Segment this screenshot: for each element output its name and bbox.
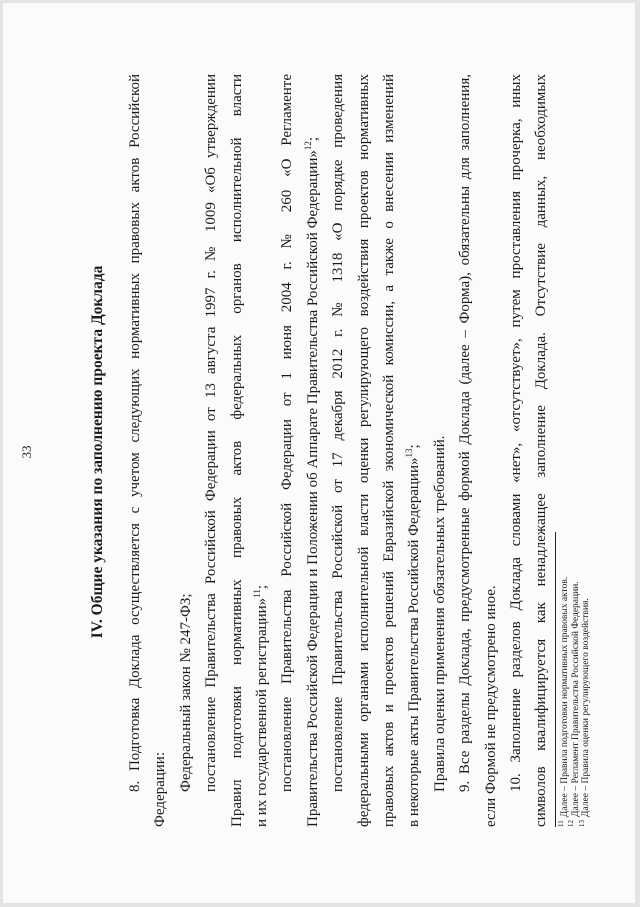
line-text: 10. Заполнение разделов Доклада словами «нет», «отсутствует», путем проставления прочерка, иных bbox=[508, 74, 524, 792]
text-line bbox=[330, 74, 347, 792]
footnote-number: 13 bbox=[577, 820, 586, 827]
text-line bbox=[381, 74, 398, 827]
line-text: постановление Правительства Российской от 17 декабря 2012 г. № 1318 «О порядке проведения bbox=[330, 74, 347, 792]
line-text: Правил подготовки нормативных правовых актов федеральных органов исполнительной власти bbox=[228, 74, 245, 827]
line-tail: ; bbox=[304, 136, 321, 142]
footnote-number: 11 bbox=[556, 820, 565, 827]
line-text: Правительства Российской Федерации и Положении об Аппарате Правительства Российской Федерации» bbox=[304, 150, 321, 827]
footnote-ref: 13 bbox=[404, 448, 415, 458]
footnote-separator bbox=[555, 532, 556, 827]
text-line bbox=[356, 74, 373, 827]
section-heading: IV. Общие указания по заполнению проекта Доклада bbox=[89, 265, 106, 639]
text-line bbox=[432, 74, 449, 792]
line-text: 9. Все разделы Доклада, предусмотренные формой Доклада (далее – Форма), обязательны для заполнения, bbox=[457, 74, 474, 792]
text-line bbox=[254, 74, 271, 827]
line-tail: ; bbox=[406, 444, 423, 449]
text-line bbox=[229, 74, 246, 827]
line-text: Федерации: bbox=[152, 751, 169, 827]
line-text: Федеральный закон № 247-ФЗ; bbox=[177, 593, 194, 792]
text-line bbox=[127, 74, 144, 792]
footnote-number: 12 bbox=[567, 820, 576, 827]
line-text: постановление Правительства Российской Федерации от 13 августа 1997 г. № 1009 «Об утверждении bbox=[203, 74, 220, 792]
line-text: 8. Подготовка Доклада осуществляется с учетом следующих нормативных правовых актов Российской bbox=[127, 74, 143, 792]
footnote-ref: 12 bbox=[302, 141, 313, 151]
line-text: Правила оценки применения обязательных требований. bbox=[431, 435, 448, 792]
text-line bbox=[508, 74, 525, 792]
line-text: и их государственной регистрации» bbox=[254, 597, 270, 827]
line-text: постановление Правительства Российской Федерации от 1 июня 2004 г. № 260 «О Регламенте bbox=[279, 74, 296, 792]
line-text: если Формой не предусмотрено иное. bbox=[482, 585, 499, 827]
line-text: символов квалифицируется как ненадлежащее заполнение Доклада. Отсутствие данных, необходимых bbox=[533, 74, 550, 827]
text-line bbox=[302, 74, 322, 827]
rotated-content bbox=[3, 3, 635, 903]
text-line bbox=[152, 74, 169, 827]
footnote bbox=[577, 598, 591, 827]
text-line bbox=[533, 74, 550, 827]
footnote bbox=[556, 576, 570, 827]
document-page bbox=[3, 3, 635, 903]
text-line bbox=[457, 74, 474, 792]
footnote-text: Далее – Правила оценки регулирующего воздействия. bbox=[581, 598, 591, 817]
line-tail: ; bbox=[254, 584, 270, 590]
text-line bbox=[406, 74, 423, 827]
line-text: в некоторые акты Правительства Российской Федерации» bbox=[406, 457, 423, 827]
line-text: правовых актов и проектов решений Евразийской экономической комиссии, а также о внесении изменений bbox=[381, 74, 397, 827]
footnote-ref: 11 bbox=[252, 589, 262, 598]
text-line bbox=[178, 74, 195, 792]
footnote-text: Далее – Регламент Правительства Российской Федерации. bbox=[570, 581, 581, 817]
footnote-text: Далее – Правила подготовки нормативных правовых актов. bbox=[560, 576, 570, 818]
text-line bbox=[483, 74, 500, 827]
text-line bbox=[203, 74, 220, 792]
line-text: федеральными органами исполнительной власти оценки регулирующего воздействия проектов нормативных bbox=[355, 74, 372, 827]
footnote bbox=[567, 581, 581, 827]
text-line bbox=[279, 74, 296, 792]
page-number: 33 bbox=[19, 445, 34, 459]
